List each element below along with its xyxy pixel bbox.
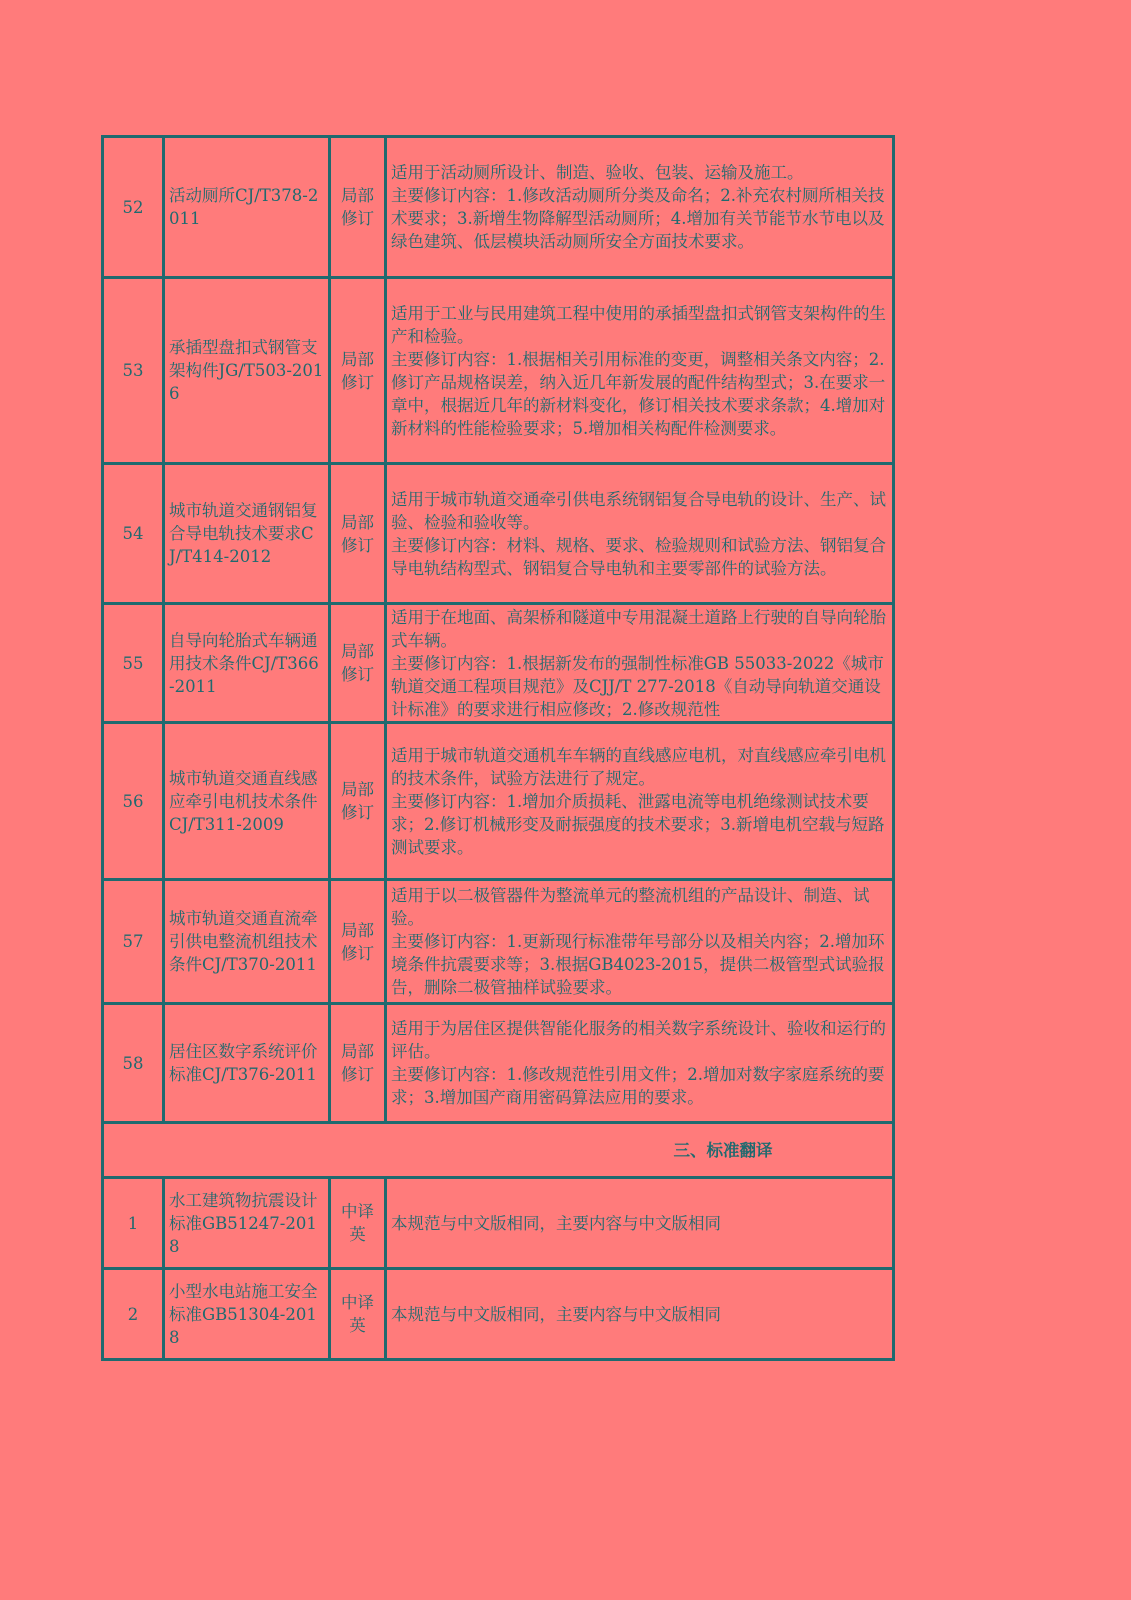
revision-type: 局部修订 xyxy=(330,278,386,464)
standard-name: 居住区数字系统评价标准CJ/T376-2011 xyxy=(164,1004,330,1123)
table-row xyxy=(103,464,894,604)
scope-text: 适用于城市轨道交通机车车辆的直线感应电机，对直线感应牵引电机的技术条件，试验方法进行了规定。 xyxy=(391,745,886,788)
standard-name: 活动厕所CJ/T378-2011 xyxy=(164,137,330,278)
standard-name: 自导向轮胎式车辆通用技术条件CJ/T366-2011 xyxy=(164,604,330,723)
row-number: 56 xyxy=(103,723,164,880)
standard-description xyxy=(386,278,894,464)
table-row xyxy=(103,1004,894,1123)
table-row xyxy=(103,1269,894,1360)
translation-type: 中译英 xyxy=(330,1269,386,1360)
standard-description xyxy=(386,1269,894,1360)
standard-name: 城市轨道交通直流牵引供电整流机组技术条件CJ/T370-2011 xyxy=(164,880,330,1004)
revision-content-text: 主要修订内容：1.修改规范性引用文件；2.增加对数字家庭系统的要求；3.增加国产商用密码算法应用的要求。 xyxy=(391,1065,885,1107)
scope-text: 适用于城市轨道交通牵引供电系统钢铝复合导电轨的设计、生产、试验、检验和验收等。 xyxy=(391,489,886,532)
revision-type: 局部修订 xyxy=(330,880,386,1004)
row-number: 54 xyxy=(103,464,164,604)
standard-name: 城市轨道交通直线感应牵引电机技术条件CJ/T311-2009 xyxy=(164,723,330,880)
table-row xyxy=(103,137,894,278)
table-row xyxy=(103,880,894,1004)
table-row xyxy=(103,723,894,880)
revision-content-text: 主要修订内容：1.修改活动厕所分类及命名；2.补充农村厕所相关技术要求；3.新增生物降解型活动厕所；4.增加有关节能节水节电以及绿色建筑、低层模块活动厕所安全方面技术要求。 xyxy=(391,186,885,251)
standard-description xyxy=(386,604,894,723)
table-row xyxy=(103,278,894,464)
section-row xyxy=(103,1123,894,1178)
revision-type: 局部修订 xyxy=(330,464,386,604)
standards-table xyxy=(101,135,895,1361)
row-number: 55 xyxy=(103,604,164,723)
revision-type: 局部修订 xyxy=(330,137,386,278)
revision-type: 局部修订 xyxy=(330,723,386,880)
standard-name: 水工建筑物抗震设计标准GB51247-2018 xyxy=(164,1178,330,1269)
row-number: 53 xyxy=(103,278,164,464)
revision-content-text: 主要修订内容：1.根据新发布的强制性标准GB 55033-2022《城市轨道交通工程项目规范》及CJJ/T 277-2018《自动导向轨道交通设计标准》的要求进行相应修改；2.修改规范性 xyxy=(391,653,884,719)
section-title: 三、标准翻译 xyxy=(673,1140,773,1160)
translation-content-text: 本规范与中文版相同，主要内容与中文版相同 xyxy=(391,1213,721,1233)
revision-content-text: 主要修订内容：1.根据相关引用标准的变更，调整相关条文内容；2.修订产品规格误差，纳入近几年新发展的配件结构型式；3.在要求一章中，根据近几年的新材料变化，修订相关技术要求条款；4.增加对新材料的性能检验要求；5.增加相关构配件检测要求。 xyxy=(391,349,886,438)
standard-description xyxy=(386,464,894,604)
revision-content-text: 主要修订内容：材料、规格、要求、检验规则和试验方法、钢铝复合导电轨结构型式、钢铝复合导电轨和主要零部件的试验方法。 xyxy=(391,535,886,578)
revision-content-text: 主要修订内容：1.增加介质损耗、泄露电流等电机绝缘测试技术要求；2.修订机械形变及耐振强度的技术要求；3.新增电机空载与短路测试要求。 xyxy=(391,791,885,857)
scope-text: 适用于在地面、高架桥和隧道中专用混凝土道路上行驶的自导向轮胎式车辆。 xyxy=(391,607,886,650)
row-number: 1 xyxy=(103,1178,164,1269)
section-heading-cell xyxy=(103,1123,894,1178)
translation-type: 中译英 xyxy=(330,1178,386,1269)
translation-content-text: 本规范与中文版相同，主要内容与中文版相同 xyxy=(391,1304,721,1324)
standard-description xyxy=(386,137,894,278)
scope-text: 适用于工业与民用建筑工程中使用的承插型盘扣式钢管支架构件的生产和检验。 xyxy=(391,303,886,346)
standard-description xyxy=(386,1004,894,1123)
row-number: 57 xyxy=(103,880,164,1004)
standard-name: 承插型盘扣式钢管支架构件JG/T503-2016 xyxy=(164,278,330,464)
revision-type: 局部修订 xyxy=(330,604,386,723)
scope-text: 适用于以二极管器件为整流单元的整流机组的产品设计、制造、试验。 xyxy=(391,886,870,928)
table-row xyxy=(103,1178,894,1269)
row-number: 58 xyxy=(103,1004,164,1123)
standard-name: 小型水电站施工安全标准GB51304-2018 xyxy=(164,1269,330,1360)
standard-description xyxy=(386,1178,894,1269)
row-number: 52 xyxy=(103,137,164,278)
table-row xyxy=(103,604,894,723)
scope-text: 适用于为居住区提供智能化服务的相关数字系统设计、验收和运行的评估。 xyxy=(391,1019,886,1061)
standard-description xyxy=(386,723,894,880)
row-number: 2 xyxy=(103,1269,164,1360)
standard-name: 城市轨道交通钢铝复合导电轨技术要求CJ/T414-2012 xyxy=(164,464,330,604)
revision-content-text: 主要修订内容：1.更新现行标准带年号部分以及相关内容；2.增加环境条件抗震要求等；3.根据GB4023-2015，提供二极管型式试验报告，删除二极管抽样试验要求。 xyxy=(391,932,885,997)
scope-text: 适用于活动厕所设计、制造、验收、包装、运输及施工。 xyxy=(391,163,804,182)
standard-description xyxy=(386,880,894,1004)
revision-type: 局部修订 xyxy=(330,1004,386,1123)
